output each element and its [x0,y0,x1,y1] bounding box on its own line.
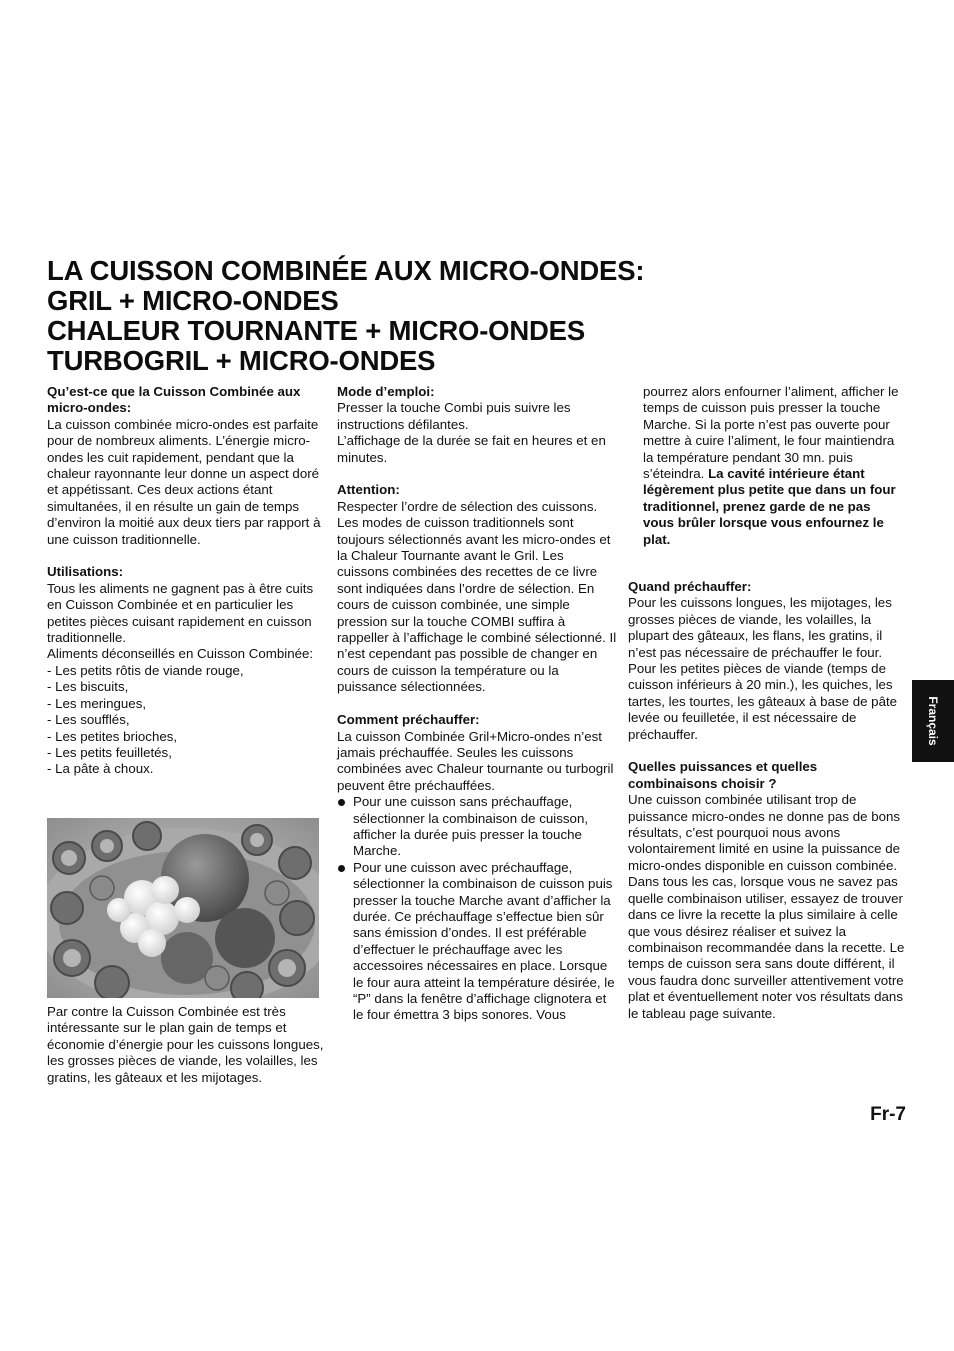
section-heading-power: Quelles puissances et quelles combinaisons choisir ? [628,759,818,791]
section-text-uses: Tous les aliments ne gagnent pas à être cuits en Cuisson Combinée et en particulier les petites pièces cuisant rapidement en cuisson traditionnelle. [47,580,314,646]
page-title [47,256,907,376]
continued-text: pourrez alors enfourner l’aliment, afficher le temps de cuisson puis presser la touche Marche. Si la porte n’est pas ouverte pour mettre à cuire l’aliment, le four maintiendra la température pendant 30 mn. puis s’éteindra. [643,384,899,482]
list-item: - Les biscuits, [47,679,129,695]
column-left [47,384,329,778]
list-item: - La pâte à choux. [47,761,154,777]
title-line-3: CHALEUR TOURNANTE + MICRO-ONDES [47,315,585,346]
section-text-preheat: La cuisson Combinée Gril+Micro-ondes n’est jamais préchauffée. Seules les cuissons combinées avec Chaleur tournante ou turbogril peuvent être préchauffées. [337,728,614,793]
list-item: - Les petites brioches, [47,728,178,744]
warning-text: La cavité intérieure étant légèrement plus petite que dans un four traditionnel, prenez garde de ne pas vous brûler lorsque vous enfournez le plat. [643,466,896,547]
list-item: - Les petits feuilletés, [47,744,172,760]
language-tab-label: Français [926,696,940,746]
section-text-power: Une cuisson combinée utilisant trop de puissance micro-ondes ne donne pas de bons résultats, c’est pourquoi nous avons volontairement limité en usine la puissance de micro-ondes disponible en cuisson combinée. Dans tous les cas, lorsque vous ne savez pas quelle combinaison utiliser, essayez de trouver dans ce livre la recette la plus similaire à celle que vous désirez réaliser et suivez la combinaison recommandée dans la recette. Le temps de cuisson sera sans doute différent, il vous faudra donc surveiller attentivement votre plat et éventuellement noter vos résultats dans le tableau page suivante. [628,792,905,1021]
section-heading-uses: Utilisations: [47,564,124,580]
section-text-when: Pour les cuissons longues, les mijotages, les grosses pièces de viande, les volailles, la plupart des gâteaux, les flans, les gratins, il n’est pas nécessaire de préchauffer le four. Pour les petites pièces de viande (temps de cuisson inférieurs à 20 min.), les quiches, les tartes, les tourtes, les gâteaux à base de pâte levée ou feuilletée, il est nécessaire de préchauffer. [628,595,898,742]
section-heading-attention: Attention: [337,482,400,498]
list-item: - Les soufflés, [47,712,130,728]
section-heading-when: Quand préchauffer: [628,579,752,594]
section-heading-what: Qu’est-ce que la Cuisson Combinée aux micro-ondes: [47,384,301,416]
not-recommended-list [47,663,329,778]
bullet-item: Pour une cuisson sans préchauffage, sélectionner la combinaison de cuisson, afficher la durée puis presser la touche Marche. [337,794,619,860]
section-text-mode-2: L’affichage de la durée se fait en heures et en minutes. [337,433,606,465]
section-text-continued [643,384,905,548]
list-item: - Les meringues, [47,695,147,711]
section-text-mode-1: Presser la touche Combi puis suivre les instructions défilantes. [337,400,571,432]
language-tab [912,680,954,762]
preheat-bullet-list [337,794,619,1024]
food-photo [47,818,319,998]
title-line-4: TURBOGRIL + MICRO-ONDES [47,345,436,376]
section-text-attention: Respecter l’ordre de sélection des cuissons. Les modes de cuisson traditionnels sont toujours sélectionnés avant les micro-ondes et la Chaleur Tournante avant le Gril. Les cuissons combinées des recettes de ce livre sont indiquées dans l’ordre de sélection. En cours de cuisson combinée, une simple pression sur la touche COMBI suffira à rappeller à l’affichage le combiné sélectionné. Il n’est cependant pas possible de changer en cours de cuisson la température ou la puissance sélectionnées. [337,498,617,695]
page-number: Fr-7 [870,1104,906,1125]
bullet-item: Pour une cuisson avec préchauffage, sélectionner la combinaison de cuisson puis presser la touche Marche avant d’afficher la durée. Ce préchauffage s’effectue bien sûr sans émission d’ondes. Il est préférable d’effectuer le préchauffage avec les accessoires nécessaires en place. Lorsque le four aura atteint la température désirée, le “P” dans la fenêtre d’affichage clignotera et le four émettra 3 bips sonores. Vous [337,860,619,1024]
not-recommended-label: Aliments déconseillés en Cuisson Combinée: [47,646,314,662]
section-text-what: La cuisson combinée micro-ondes est parfaite pour de nombreux aliments. L’énergie micro-ondes les cuit rapidement, pendant que la chaleur rayonnante leur donne un aspect doré et appétissant. Ces deux actions étant simultanées, il en résulte un gain de temps d’environ la moitié aux deux tiers par rapport à une cuisson traditionnelle. [47,416,321,547]
section-text-advantages: Par contre la Cuisson Combinée est très intéressante sur le plan gain de temps et économie d’énergie pour les cuissons longues, les grosses pièces de viande, les volailles, les gratins, les gâteaux et les mijotages. [47,1004,324,1085]
column-right [628,579,908,1022]
column-left-bottom [47,1004,329,1086]
column-right-continued [643,384,905,548]
title-line-1: LA CUISSON COMBINÉE AUX MICRO-ONDES: [47,255,645,286]
section-heading-preheat: Comment préchauffer: [337,712,480,728]
section-heading-mode: Mode d’emploi: [337,384,435,399]
title-line-2: GRIL + MICRO-ONDES [47,285,339,316]
column-middle [337,384,619,1024]
list-item: - Les petits rôtis de viande rouge, [47,662,244,678]
